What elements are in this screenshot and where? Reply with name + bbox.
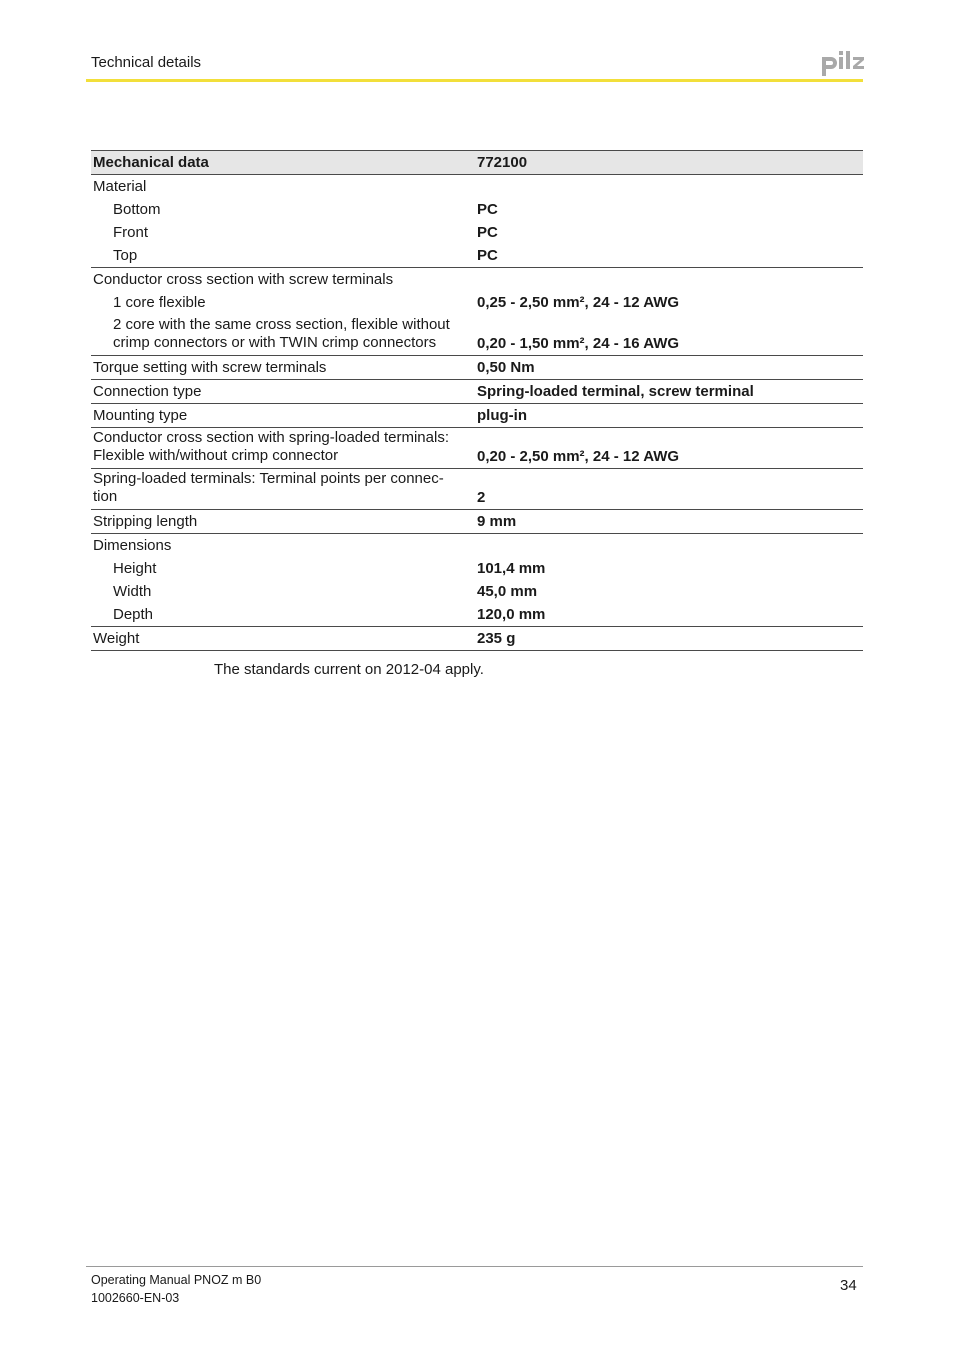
dimensions-label: Dimensions <box>93 537 172 554</box>
torque-value: 0,50 Nm <box>477 359 535 376</box>
conductor-spring-value: 0,20 - 2,50 mm², 24 - 12 AWG <box>477 448 680 465</box>
conductor-spring-row <box>91 428 863 469</box>
footer-doc-id: 1002660-EN-03 <box>91 1291 180 1305</box>
weight-label: Weight <box>93 630 140 647</box>
stripping-row <box>91 510 863 534</box>
conductor-screw-label: Conductor cross section with screw terminals <box>93 271 394 288</box>
stripping-label: Stripping length <box>93 513 198 530</box>
terminal-points-value: 2 <box>477 489 486 506</box>
one-core-value: 0,25 - 2,50 mm², 24 - 12 AWG <box>477 294 680 311</box>
weight-value: 235 g <box>477 630 516 647</box>
two-core-value: 0,20 - 1,50 mm², 24 - 16 AWG <box>477 335 680 352</box>
width-label: Width <box>113 583 152 600</box>
width-value: 45,0 mm <box>477 583 538 600</box>
conductor-screw-group <box>91 268 863 356</box>
terminal-points-row <box>91 469 863 510</box>
table-header-row <box>91 150 863 175</box>
material-label: Material <box>93 178 147 195</box>
torque-row <box>91 356 863 380</box>
page-number: 34 <box>840 1277 857 1294</box>
material-group <box>91 175 863 268</box>
material-front-value: PC <box>477 224 498 241</box>
material-bottom-label: Bottom <box>113 201 161 218</box>
material-bottom-value: PC <box>477 201 498 218</box>
material-front-label: Front <box>113 224 149 241</box>
weight-row <box>91 627 863 651</box>
torque-label: Torque setting with screw terminals <box>93 359 327 376</box>
height-value: 101,4 mm <box>477 560 546 577</box>
header-rule <box>86 79 863 82</box>
dimensions-group <box>91 534 863 627</box>
conductor-spring-label: Conductor cross section with spring-loaded terminals: Flexible with/without crimp connector <box>93 429 449 464</box>
mounting-type-row <box>91 404 863 428</box>
stripping-value: 9 mm <box>477 513 517 530</box>
two-core-label: 2 core with the same cross section, flexible without crimp connectors or with TWIN crimp connectors <box>113 316 450 351</box>
depth-value: 120,0 mm <box>477 606 546 623</box>
mounting-type-label: Mounting type <box>93 407 188 424</box>
footer-manual-title: Operating Manual PNOZ m B0 <box>91 1273 262 1287</box>
pilz-logo-icon <box>820 48 866 78</box>
depth-label: Depth <box>113 606 154 623</box>
mounting-type-value: plug-in <box>477 407 527 424</box>
table-header-label: Mechanical data <box>93 154 209 171</box>
connection-type-row <box>91 380 863 404</box>
connection-type-label: Connection type <box>93 383 202 400</box>
one-core-label: 1 core flexible <box>113 294 206 311</box>
connection-type-value: Spring-loaded terminal, screw terminal <box>477 383 754 400</box>
footer-rule <box>86 1266 863 1267</box>
mechanical-data-table <box>91 150 863 651</box>
terminal-points-label: Spring-loaded terminals: Terminal points per connec- tion <box>93 470 444 505</box>
header-title: Technical details <box>91 54 202 71</box>
table-header-value: 772100 <box>477 154 528 171</box>
material-top-value: PC <box>477 247 498 264</box>
height-label: Height <box>113 560 157 577</box>
material-top-label: Top <box>113 247 138 264</box>
standards-note: The standards current on 2012-04 apply. <box>214 661 484 678</box>
